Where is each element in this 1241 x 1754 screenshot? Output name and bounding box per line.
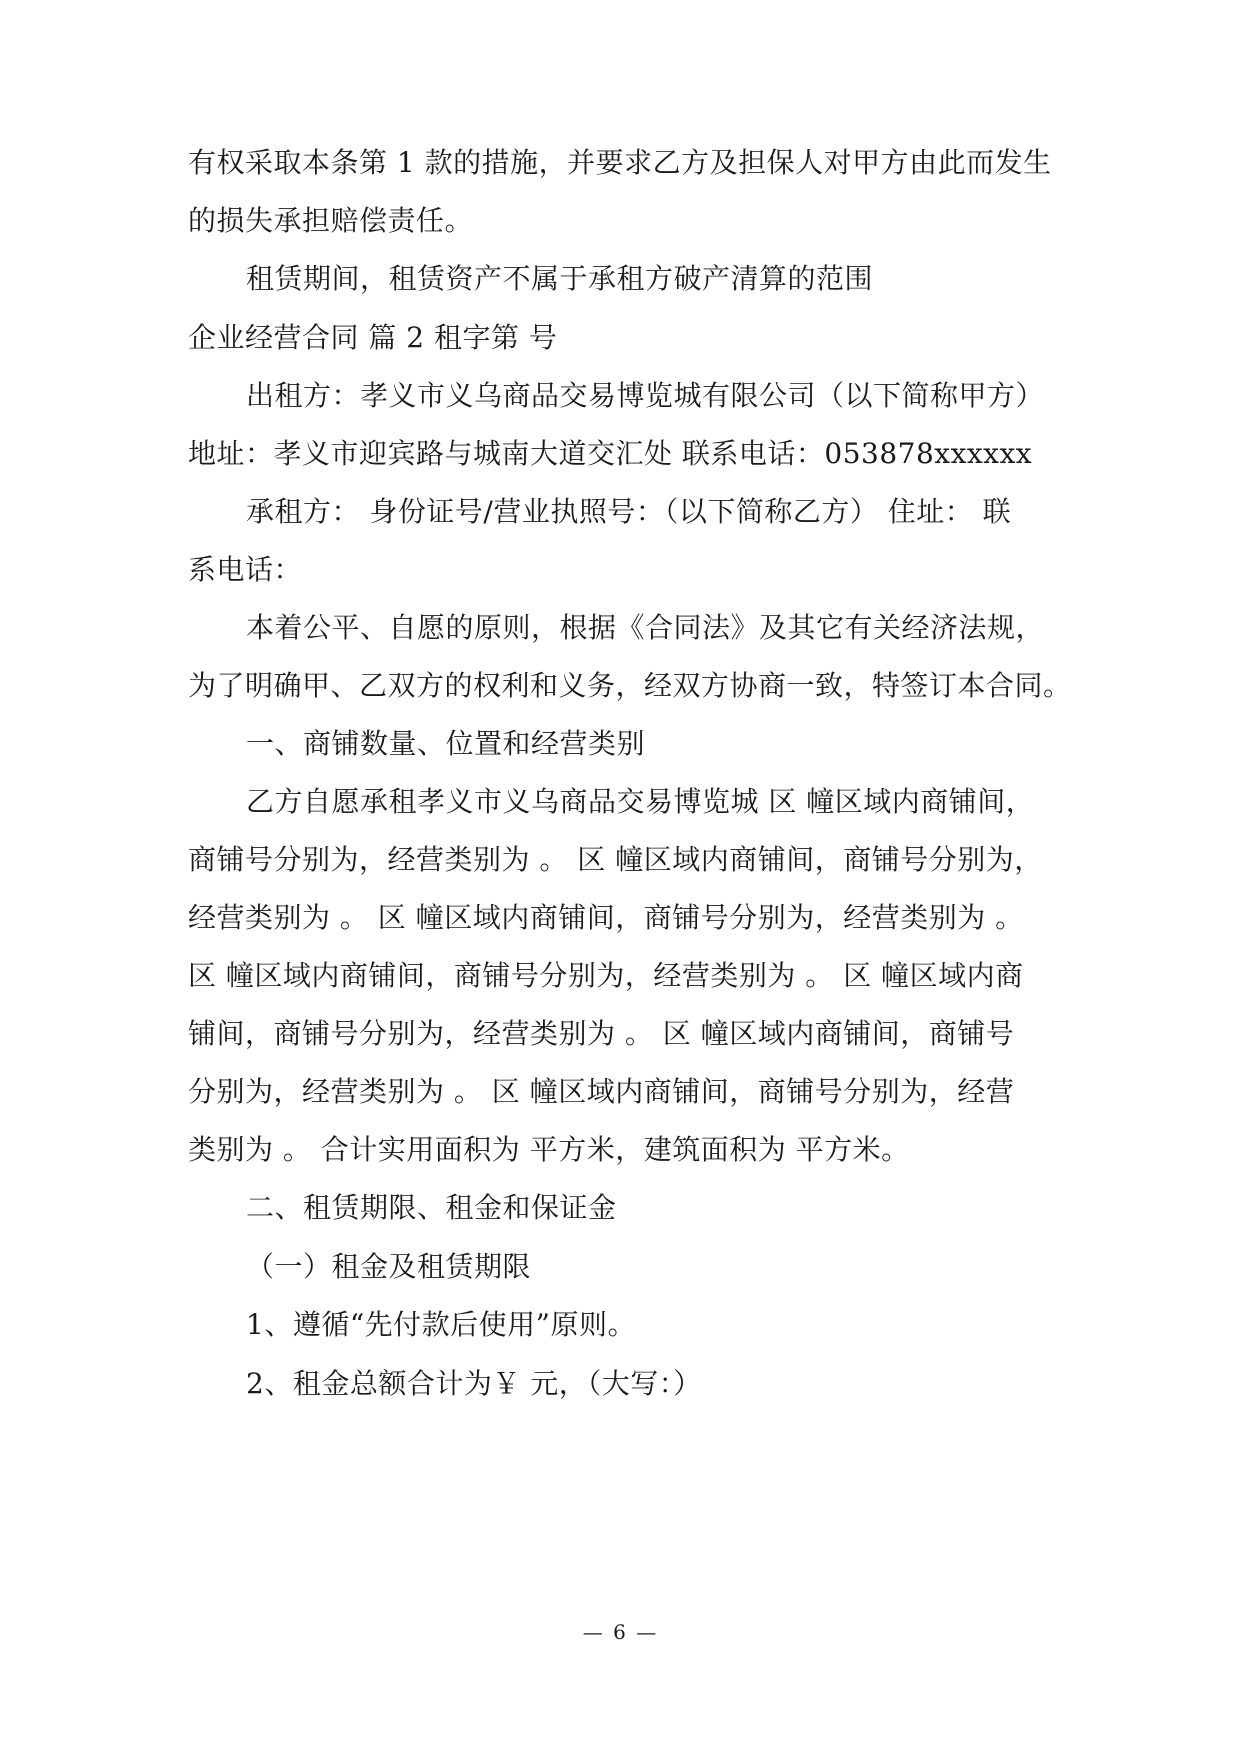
section-heading-2: 二、租赁期限、租金和保证金 (246, 1191, 617, 1224)
shop-detail-line-2: 商铺号分别为，经营类别为 。 区 幢区域内商铺间，商铺号分别为， (188, 843, 1043, 876)
principle-line-2: 为了明确甲、乙双方的权利和义务，经双方协商一致，特签订本合同。 (188, 669, 1072, 702)
text-line-1: 有权采取本条第 1 款的措施，并要求乙方及担保人对甲方由此而发生 (188, 146, 1052, 179)
address-line: 地址：孝义市迎宾路与城南大道交汇处 联系电话：053878xxxxxx (188, 437, 1033, 470)
lessor-line: 出租方：孝义市义乌商品交易博览城有限公司（以下简称甲方） (246, 379, 1045, 412)
clause-2: 2、租金总额合计为￥ 元，（大写：） (246, 1367, 702, 1400)
text-line-2: 的损失承担赔偿责任。 (188, 204, 474, 237)
shop-detail-line-1: 乙方自愿承租孝义市义乌商品交易博览城 区 幢区域内商铺间， (246, 785, 1035, 818)
subsection-heading: （一）租金及租赁期限 (246, 1250, 532, 1283)
text-line-3: 租赁期间，租赁资产不属于承租方破产清算的范围 (246, 262, 874, 295)
shop-detail-line-7: 类别为 。 合计实用面积为 平方米，建筑面积为 平方米。 (188, 1133, 910, 1166)
section-heading-1: 一、商铺数量、位置和经营类别 (246, 727, 646, 760)
section-title-line: 企业经营合同 篇 2 租字第 号 (188, 321, 558, 354)
lessee-line: 承租方： 身份证号/营业执照号：（以下简称乙方） 住址： 联 (246, 495, 1012, 528)
shop-detail-line-5: 铺间，商铺号分别为，经营类别为 。 区 幢区域内商铺间，商铺号 (188, 1017, 1015, 1050)
phone-line: 系电话： (188, 553, 303, 586)
shop-detail-line-6: 分别为，经营类别为 。 区 幢区域内商铺间，商铺号分别为，经营 (188, 1075, 1015, 1108)
shop-detail-line-3: 经营类别为 。 区 幢区域内商铺间，商铺号分别为，经营类别为 。 (188, 901, 1024, 934)
page-number: — 6 — (582, 1620, 659, 1644)
principle-line-1: 本着公平、自愿的原则，根据《合同法》及其它有关经济法规， (246, 611, 1045, 644)
clause-1: 1、遵循“先付款后使用”原则。 (246, 1308, 636, 1341)
shop-detail-line-4: 区 幢区域内商铺间，商铺号分别为，经营类别为 。 区 幢区域内商 (188, 959, 1024, 992)
